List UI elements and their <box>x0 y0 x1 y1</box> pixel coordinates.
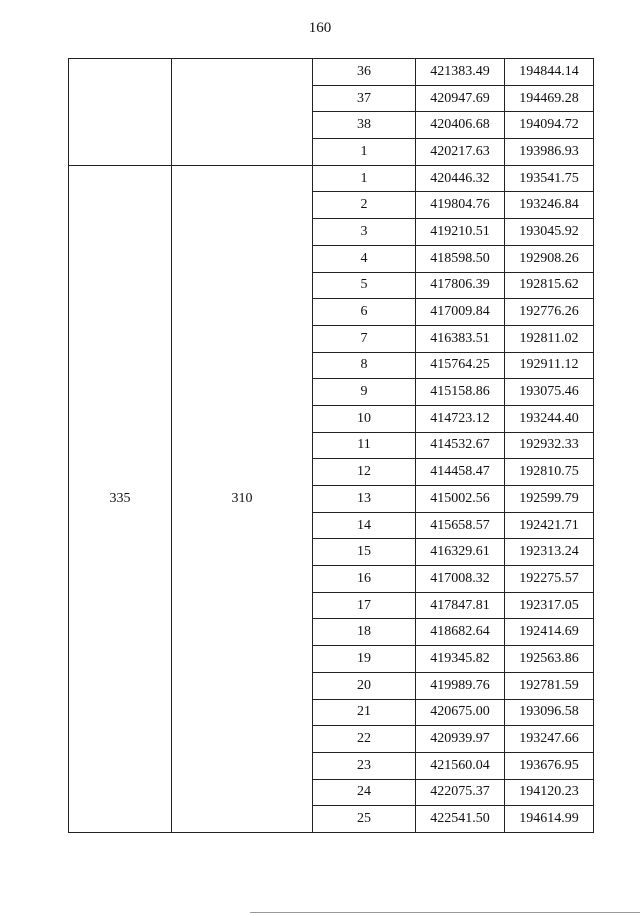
y-coordinate-cell: 193096.58 <box>505 699 594 726</box>
x-coordinate-cell: 417008.32 <box>416 566 505 593</box>
area-number-cell: 335 <box>69 165 172 832</box>
y-coordinate-cell: 192932.33 <box>505 432 594 459</box>
y-coordinate-cell: 194094.72 <box>505 112 594 139</box>
point-number-cell: 19 <box>313 646 416 673</box>
y-coordinate-cell: 193676.95 <box>505 752 594 779</box>
point-number-cell: 1 <box>313 139 416 166</box>
x-coordinate-cell: 418598.50 <box>416 245 505 272</box>
point-number-cell: 15 <box>313 539 416 566</box>
x-coordinate-cell: 415658.57 <box>416 512 505 539</box>
point-number-cell: 11 <box>313 432 416 459</box>
y-coordinate-cell: 192815.62 <box>505 272 594 299</box>
y-coordinate-cell: 194120.23 <box>505 779 594 806</box>
y-coordinate-cell: 194614.99 <box>505 806 594 833</box>
page-number: 160 <box>308 20 332 36</box>
point-number-cell: 6 <box>313 299 416 326</box>
y-coordinate-cell: 192908.26 <box>505 245 594 272</box>
y-coordinate-cell: 193541.75 <box>505 165 594 192</box>
x-coordinate-cell: 416329.61 <box>416 539 505 566</box>
x-coordinate-cell: 417806.39 <box>416 272 505 299</box>
y-coordinate-cell: 192776.26 <box>505 299 594 326</box>
y-coordinate-cell: 192810.75 <box>505 459 594 486</box>
y-coordinate-cell: 192911.12 <box>505 352 594 379</box>
x-coordinate-cell: 416383.51 <box>416 325 505 352</box>
x-coordinate-cell: 420446.32 <box>416 165 505 192</box>
table-row <box>69 59 594 86</box>
y-coordinate-cell: 194844.14 <box>505 59 594 86</box>
point-number-cell: 22 <box>313 726 416 753</box>
x-coordinate-cell: 420217.63 <box>416 139 505 166</box>
y-coordinate-cell: 192781.59 <box>505 672 594 699</box>
point-number-cell: 12 <box>313 459 416 486</box>
point-number-cell: 8 <box>313 352 416 379</box>
x-coordinate-cell: 414532.67 <box>416 432 505 459</box>
point-number-cell: 4 <box>313 245 416 272</box>
x-coordinate-cell: 414458.47 <box>416 459 505 486</box>
x-coordinate-cell: 420939.97 <box>416 726 505 753</box>
x-coordinate-cell: 415158.86 <box>416 379 505 406</box>
y-coordinate-cell: 192811.02 <box>505 325 594 352</box>
x-coordinate-cell: 420406.68 <box>416 112 505 139</box>
area-value-cell <box>172 59 313 166</box>
y-coordinate-cell: 193045.92 <box>505 219 594 246</box>
x-coordinate-cell: 417847.81 <box>416 592 505 619</box>
x-coordinate-cell: 422075.37 <box>416 779 505 806</box>
point-number-cell: 36 <box>313 59 416 86</box>
x-coordinate-cell: 414723.12 <box>416 405 505 432</box>
y-coordinate-cell: 194469.28 <box>505 85 594 112</box>
point-number-cell: 9 <box>313 379 416 406</box>
point-number-cell: 3 <box>313 219 416 246</box>
point-number-cell: 23 <box>313 752 416 779</box>
point-number-cell: 25 <box>313 806 416 833</box>
x-coordinate-cell: 421560.04 <box>416 752 505 779</box>
y-coordinate-cell: 192317.05 <box>505 592 594 619</box>
x-coordinate-cell: 419989.76 <box>416 672 505 699</box>
x-coordinate-cell: 421383.49 <box>416 59 505 86</box>
x-coordinate-cell: 415764.25 <box>416 352 505 379</box>
y-coordinate-cell: 193075.46 <box>505 379 594 406</box>
point-number-cell: 14 <box>313 512 416 539</box>
point-number-cell: 37 <box>313 85 416 112</box>
y-coordinate-cell: 192414.69 <box>505 619 594 646</box>
point-number-cell: 38 <box>313 112 416 139</box>
y-coordinate-cell: 192313.24 <box>505 539 594 566</box>
area-number-cell <box>69 59 172 166</box>
x-coordinate-cell: 422541.50 <box>416 806 505 833</box>
y-coordinate-cell: 192275.57 <box>505 566 594 593</box>
point-number-cell: 7 <box>313 325 416 352</box>
x-coordinate-cell: 415002.56 <box>416 486 505 513</box>
point-number-cell: 18 <box>313 619 416 646</box>
point-number-cell: 10 <box>313 405 416 432</box>
point-number-cell: 24 <box>313 779 416 806</box>
point-number-cell: 17 <box>313 592 416 619</box>
coordinates-table <box>68 58 594 833</box>
x-coordinate-cell: 417009.84 <box>416 299 505 326</box>
y-coordinate-cell: 193986.93 <box>505 139 594 166</box>
area-value-cell: 310 <box>172 165 313 832</box>
x-coordinate-cell: 419804.76 <box>416 192 505 219</box>
point-number-cell: 20 <box>313 672 416 699</box>
y-coordinate-cell: 193244.40 <box>505 405 594 432</box>
point-number-cell: 1 <box>313 165 416 192</box>
point-number-cell: 13 <box>313 486 416 513</box>
y-coordinate-cell: 193246.84 <box>505 192 594 219</box>
x-coordinate-cell: 419210.51 <box>416 219 505 246</box>
y-coordinate-cell: 192421.71 <box>505 512 594 539</box>
x-coordinate-cell: 420675.00 <box>416 699 505 726</box>
y-coordinate-cell: 192563.86 <box>505 646 594 673</box>
x-coordinate-cell: 419345.82 <box>416 646 505 673</box>
point-number-cell: 5 <box>313 272 416 299</box>
x-coordinate-cell: 418682.64 <box>416 619 505 646</box>
y-coordinate-cell: 193247.66 <box>505 726 594 753</box>
point-number-cell: 16 <box>313 566 416 593</box>
bottom-rule <box>250 912 640 913</box>
point-number-cell: 2 <box>313 192 416 219</box>
y-coordinate-cell: 192599.79 <box>505 486 594 513</box>
table-row <box>69 165 594 192</box>
point-number-cell: 21 <box>313 699 416 726</box>
x-coordinate-cell: 420947.69 <box>416 85 505 112</box>
